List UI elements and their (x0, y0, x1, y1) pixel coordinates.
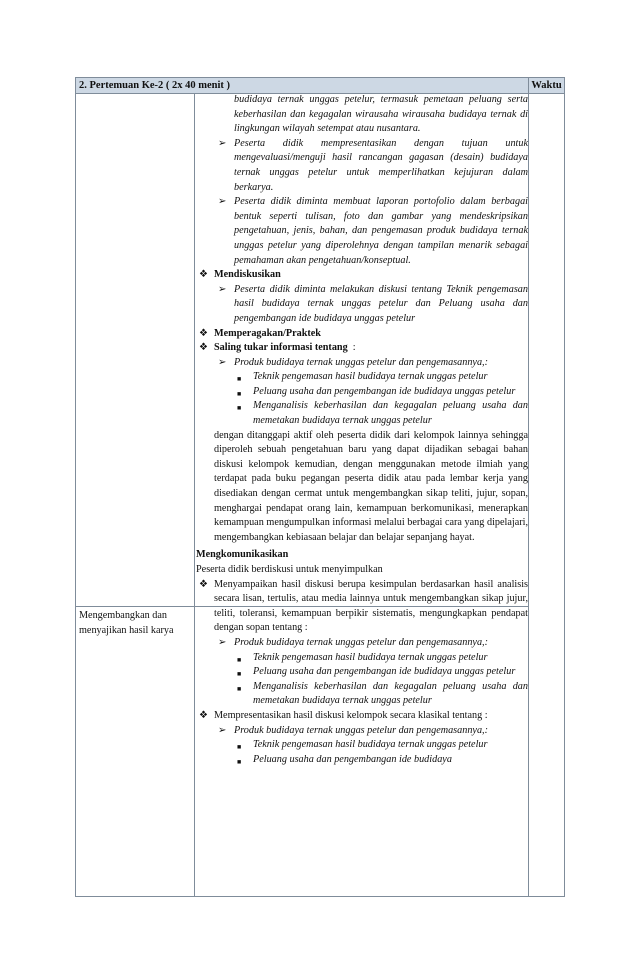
diamond-list-item (196, 341, 528, 356)
item-text: Mendiskusikan (214, 269, 281, 281)
item-text: Menyampaikan hasil diskusi berupa kesimpulan berdasarkan hasil analisis secara lisan, tertulis, atau media lainnya untuk mengembangkan sikap jujur, teliti, toleransi, kemampuan berpikir sistematis, mengungkapkan pendapat dengan sopan tentang : (214, 578, 528, 634)
item-text: Produk budidaya ternak unggas petelur dan pengemasannya,: (234, 724, 488, 736)
item-text: Peserta didik diminta membuat laporan portofolio dalam berbagai bentuk seperti tulisan, foto dan gambar yang mendeskripsikan pengetahuan, jenis, bahan, dan pengemasan produk budidaya ternak unggas petelur yang diperolehnya dengan tampilan menarik sebagai pemahaman akan pengetahuan/konseptual. (234, 196, 528, 266)
arrow-list-item (196, 356, 528, 371)
arrow-list-item (196, 724, 528, 739)
arrow-list-item (196, 636, 528, 651)
activity-content (196, 93, 528, 767)
item-text: Memperagakan/Praktek (214, 327, 321, 339)
item-text: Teknik pengemasan hasil budidaya ternak unggas petelur (253, 651, 488, 663)
square-list-item (196, 651, 528, 666)
square-list-item (196, 399, 528, 428)
item-text: budidaya ternak unggas petelur, termasuk pemetaan peluang serta keberhasilan dan kegagalan wirausaha wirausaha budidaya ternak di lingkungan wilayah setempat atau nusantara. (234, 94, 528, 135)
arrow-bullet-icon: ➢ (218, 724, 227, 736)
diamond-list-item (196, 578, 528, 636)
activity-stage-label: Mengembangkan dan menyajikan hasil karya (79, 610, 174, 636)
item-text: Teknik pengemasan hasil budidaya ternak unggas petelur (253, 739, 488, 751)
square-list-item (196, 680, 528, 709)
arrow-bullet-icon: ➢ (218, 196, 227, 208)
diamond-bullet-icon: ❖ (199, 327, 209, 339)
arrow-bullet-icon: ➢ (218, 636, 227, 648)
column-divider-left (194, 93, 195, 896)
diamond-bullet-icon: ❖ (199, 709, 209, 721)
item-text: Peluang usaha dan pengembangan ide budidaya unggas petelur (253, 666, 516, 678)
square-list-item (196, 370, 528, 385)
item-text: Peserta didik diminta melakukan diskusi tentang Teknik pengemasan hasil budidaya ternak unggas petelur dan Peluang usaha dan pengembangan ide budidaya unggas petelur (234, 283, 528, 324)
meeting-title: 2. Pertemuan Ke-2 ( 2x 40 menit ) (79, 80, 231, 91)
diamond-list-item (196, 327, 528, 342)
item-text: Produk budidaya ternak unggas petelur dan pengemasannya,: (234, 356, 488, 368)
time-column-header: Waktu (531, 80, 562, 91)
square-bullet-icon: ■ (237, 404, 242, 413)
square-list-item (196, 665, 528, 680)
item-text: Saling tukar informasi tentang (214, 342, 348, 354)
paragraph (196, 93, 528, 137)
item-suffix: : (347, 342, 356, 354)
square-list-item (196, 738, 528, 753)
paragraph (196, 429, 528, 546)
item-text: Produk budidaya ternak unggas petelur dan pengemasannya,: (234, 636, 488, 648)
paragraph (196, 563, 528, 578)
diamond-list-item (196, 268, 528, 283)
item-text: Teknik pengemasan hasil budidaya ternak unggas petelur (253, 371, 488, 383)
diamond-bullet-icon: ❖ (199, 578, 209, 590)
arrow-list-item (196, 137, 528, 195)
column-divider-right (528, 78, 529, 896)
arrow-list-item (196, 195, 528, 268)
header-divider (528, 78, 529, 93)
square-list-item (196, 385, 528, 400)
square-bullet-icon: ■ (237, 684, 242, 693)
arrow-bullet-icon: ➢ (218, 137, 227, 149)
square-bullet-icon: ■ (237, 670, 242, 679)
item-text: Mempresentasikan hasil diskusi kelompok secara klasikal tentang : (214, 709, 488, 721)
lesson-table (75, 77, 565, 897)
item-text: Peluang usaha dan pengembangan ide budidaya (253, 753, 452, 765)
table-header (76, 78, 564, 94)
diamond-bullet-icon: ❖ (199, 342, 209, 354)
arrow-bullet-icon: ➢ (218, 356, 227, 368)
square-bullet-icon: ■ (237, 389, 242, 398)
item-text: dengan ditanggapi aktif oleh peserta didik dari kelompok lainnya sehingga diperoleh sebuah pengetahuan baru yang dapat dijadikan sebagai bahan diskusi kelompok kemudian, dengan menggunakan metode ilmiah yang terdapat pada buku pegangan peserta didik atau pada lembar kerja yang disediakan dengan cermat untuk mengembangkan sikap teliti, jujur, sopan, menghargai pendapat orang lain, kemampuan berkomunikasi, menerapkan kemampuan mengumpulkan informasi melalui berbagai cara yang dipelajari, mengembangkan kebiasaan belajar dan belajar sepanjang hayat. (214, 429, 528, 543)
item-text: Menganalisis keberhasilan dan kegagalan peluang usaha dan memetakan budidaya ternak unggas petelur (253, 680, 528, 707)
item-text: Menganalisis keberhasilan dan kegagalan peluang usaha dan memetakan budidaya ternak unggas petelur (253, 400, 528, 427)
item-text: Peluang usaha dan pengembangan ide budidaya unggas petelur (253, 385, 516, 397)
arrow-list-item (196, 283, 528, 327)
item-text: Mengkomunikasikan (196, 549, 289, 561)
square-bullet-icon: ■ (237, 655, 242, 664)
square-list-item (196, 753, 528, 768)
arrow-bullet-icon: ➢ (218, 283, 227, 295)
item-text: Peserta didik berdiskusi untuk menyimpulkan (196, 564, 383, 575)
diamond-bullet-icon: ❖ (199, 269, 209, 281)
paragraph (196, 548, 528, 563)
square-bullet-icon: ■ (237, 375, 242, 384)
square-bullet-icon: ■ (237, 743, 242, 752)
item-text: Peserta didik mempresentasikan dengan tujuan untuk mengevaluasi/menguji hasil rancangan gagasan (desain) budidaya ternak unggas petelur untuk memperlihatkan kejujuran dalam berkarya. (234, 137, 528, 193)
diamond-list-item (196, 709, 528, 724)
square-bullet-icon: ■ (237, 757, 242, 766)
